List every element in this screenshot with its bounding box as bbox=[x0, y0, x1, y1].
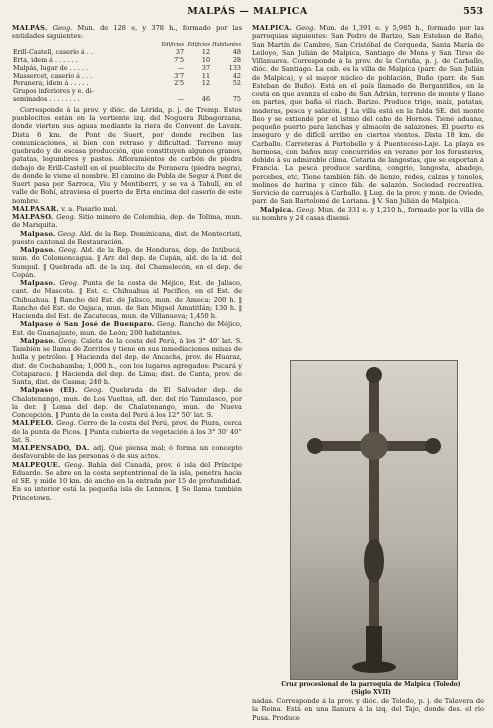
entry-headword: Malpaso. bbox=[20, 246, 56, 255]
entry-malpelo bbox=[12, 419, 242, 444]
entry-text: Rancho de Méjico, Est. de Guanajuato, mun. de León; 200 habitantes. bbox=[12, 320, 242, 337]
entry-malpaso-5 bbox=[12, 320, 242, 337]
entry-label: Geog. bbox=[157, 320, 177, 329]
entry-text: Quebrada de El Salvador dep. de Chalatenango, mun. de Los Vueltas, afl. der. del río Tamulasco, por la der. ‖ Loma del dep. de Chalatenango, mun. de Nueva Concepción. ‖ Punta de la costa del Perú á los 12° 50' lat. S. bbox=[12, 386, 242, 420]
table-row: seminados . . . . . . . . — 46 75 bbox=[13, 95, 241, 104]
entry-headword: Malpaso (El). bbox=[20, 386, 78, 395]
continued-text bbox=[252, 697, 484, 722]
entry-label: Geog. bbox=[52, 24, 73, 32]
entry-malpaso-3 bbox=[12, 246, 242, 279]
entry-label: Geog. bbox=[296, 24, 316, 32]
table-header: Edificios bbox=[187, 41, 211, 48]
entry-headword: MALPASAR. bbox=[12, 204, 59, 213]
table-row: Peranera, idem á . . . . . 2'5 12 52 bbox=[13, 79, 241, 88]
entry-headword: Malpaso ó San José de Buenparo. bbox=[20, 320, 155, 329]
entry-malpaso-7 bbox=[12, 386, 242, 419]
entry-text: adj. Que piensa mal; ó forma un concepto desfavorable de las personas ó de sus actos. bbox=[12, 444, 242, 461]
entry-label: Geog. bbox=[296, 205, 316, 214]
entry-headword: Malpica. bbox=[260, 205, 295, 214]
entry-label: Geog. bbox=[57, 229, 78, 238]
entry-paragraph: Corresponde á la prov. y dióc. de Lérida, p. j. de Tremp. Estos pueblecitos están en la vertiente izq. del Noguera Ribagorzana, donde vierten sus aguas mediante la riera de Convent de Lavaix. Dista 6 km. de Pont de Suert, por donde reciben las comunicaciones, si bien con retraso y dificultad. Terreno muy quebrado y de escasa producción, que constituyen algunos granos, patatas, legumbres y pastos. Afloramientos de carbón de piedra debajo de Erill-Castell en el pueblecito de Peranera (piedra negra), de donde le viene el nombre. El camino de Pobla de Segur á Pont de Suert pasa por Sarroca, Viu y Montiberri, y se va á Tahull, en el valle de Bohí, atraviesa el puerto de Erta encima del caserío de este nombre. bbox=[12, 105, 242, 205]
entry-text: Sitio minero de Colombia, dep. de Tolima, mun. de Mariquita. bbox=[12, 213, 242, 230]
entry-label: Geog. bbox=[84, 386, 104, 395]
table-row: Malpás, lugar de . . . . . — 37 133 bbox=[13, 63, 241, 72]
entry-text: Caleta de la costa del Perú, á los 3° 40' lat. S. También se llama de Zorritos y tiene en sus inmediaciones minas de hulla y petróleo. ‖ Hacienda del dep. de Ancachs, prov. de Huaraz, dist. de Cochabamba; 1,000 h., con los lugares agregados: Pucará y Cotaparaco. ‖ Hacienda del dep. de Lima; dist. de Canta, prov. de Santa, dist. de Casma; 240 h. bbox=[12, 336, 242, 387]
entry-text: Punta de la costa de Méjico, Est. de Jalisco, cant. de Mascota. ‖ Est. c. Chihuahua al Pacífico, en el Est. de Chihuahua. ‖ Rancho del Est. de Jalisco, mun. de Ameca: 200 h. ‖ Rancho del Est. de Oajaca, mun. de San Miguel Amatitlán; 130 h. ‖ Hacienda del Est. de Zacatecas, mun. de Villanueva; 1,450 h. bbox=[12, 279, 242, 321]
table-row: Grupos inferiores y e. di- bbox=[13, 87, 94, 96]
processional-cross-icon bbox=[291, 361, 457, 679]
table-row: Erta, idem á . . . . . . 7'5 10 28 bbox=[13, 56, 241, 65]
page-number: 553 bbox=[463, 6, 483, 17]
right-column bbox=[252, 24, 484, 222]
entry-label: Geog. bbox=[64, 460, 84, 469]
entry-headword: Malpaso. bbox=[20, 229, 56, 238]
table-row: Erill-Castell, caserío á . . 37 12 48 bbox=[13, 48, 241, 57]
running-title: MALPÁS — MALPICA bbox=[187, 6, 308, 17]
table-row: Massercet, caserío á . . . 3'7 11 42 bbox=[13, 71, 241, 80]
entry-label: Geog. bbox=[58, 336, 79, 345]
entry-headword: Malpaso. bbox=[20, 279, 56, 288]
entry-malpaso-6 bbox=[12, 337, 242, 387]
entry-text: Bahía del Canadá, prov. é isla del Príncipe Eduardo. Se abre en la costa septentrional de la isla, penetra hacia el SE. y mide 10 km. de ancho en la entrada por 15 de profundidad. En su interior está la pequeña isla de Lennox. ‖ Se llama también Princetown. bbox=[12, 460, 242, 502]
entry-headword: MALPENSADO, DA. bbox=[12, 444, 90, 453]
table-header: Edificios bbox=[161, 41, 185, 48]
entry-label: Geog. bbox=[56, 419, 76, 428]
entry-text: Mun. de 1,391 e. y 5,985 h., formado por las parroquias siguientes: San Pedro de Barizo, San Esteban de Baño, San Martín de Cambre, San Cristóbal de Cerqueda, Santa María de Leiloyo, San Julián de Malpica, Santiago de Mens y San Tirso de Villanueva. Corresponde á la prov. de la Coruña, p. j. de Carballo, dióc. de Santiago. La cab. es la villa de Malpica (parr. de San Julián de Malpica), y el mayor núcleo de población, Buño (parr. de San Esteban de Buño). Está en el país llamado de Bergantiños, en la costa en que avanza el cabo de San Adrián, terreno de monte y llano en partes, que baña el riach. Barizo. Produce trigo, maíz, patatas, maderas, pesca y salazón. ‖ La villa está en la falda SE. del monte Ileo y se extiende por el istmo del cabo de Hornos. Tiene aduana, pequeño puerto para lanchas y almacén de salazones. El puerto es inseguro y de difícil arribo en ciertos vientos. Dista 18 km. de Carballo. Carreteras á Portobello y á Puenteceso-Laje. La playa es hermosa, con baños muy concurridos en verano por los forasteros, debido á su admirable clima. Cetaria de langostas, que se exportan á Francia. La pesca produce sardina, congrio, langosta, abadejo, percebes, etc. Tiene también fáb. de lienzo, redes, calzas y toneles, molinos de harina y cinco fáb. de salazón. Sociedad recreativa. Servicio de carruajes á Carballo. ‖ Lug. de la prov. y mun. de Oviedo, parr. de San Bartolomé de Loriana. ‖ V. San Julián de Malpica. bbox=[252, 24, 484, 206]
entry-malpeque bbox=[12, 461, 242, 502]
left-column bbox=[12, 24, 242, 502]
entry-text: Mun. de 331 e. y 1,210 h., formado por la villa de su nombre y 24 casas disemi- bbox=[252, 205, 484, 222]
entry-label: Geog. bbox=[59, 279, 79, 288]
figure-caption bbox=[258, 681, 484, 696]
entry-malpaso bbox=[12, 213, 242, 230]
caption-line: (Siglo XVII) bbox=[351, 688, 391, 696]
entry-malpica-2 bbox=[252, 206, 484, 223]
entry-label: Geog. bbox=[56, 213, 76, 222]
entry-text: v. a. Pasarlo mal. bbox=[59, 204, 118, 213]
entry-text: Ald. de la Rep. de Honduras, dep. de Intibucá, mun. de Colomoncagua. ‖ Arr. del dep. de Copán, ald. de la id. del Sumpul. ‖ Quebrada afl. de la izq. del Chamelecón, en el dep. de Copán. bbox=[12, 246, 242, 279]
entry-headword: MALPICA. bbox=[252, 24, 293, 32]
page-header bbox=[12, 6, 483, 20]
caption-line: Cruz procesional de la parroquia de Malpica (Toledo) bbox=[281, 681, 461, 688]
entry-headword: Malpaso. bbox=[20, 336, 56, 345]
entry-malpaso-2 bbox=[12, 230, 242, 247]
entry-malpas bbox=[12, 24, 242, 41]
entry-paragraph: nadas. Corresponde á la prov. y dióc. de Toledo, p. j. de Talavera de la Reina. Está en una llanura á la izq. del Tajo, donde des. el río Pusa. Produce bbox=[252, 697, 484, 722]
entry-malpica bbox=[252, 24, 484, 206]
population-table bbox=[12, 42, 242, 104]
processional-cross-photo bbox=[290, 360, 458, 680]
entry-malpasar bbox=[12, 205, 242, 213]
entry-label: Geog. bbox=[58, 246, 79, 255]
entry-text: Mun. de 128 e, y 378 h., formado por las entidades siguientes: bbox=[12, 24, 242, 41]
entry-text: Cerro de la costa del Perú, prov. de Piura, cerca de la punta de Picos. ‖ Punta cubierta de vegetación á los 3° 30' 40'' lat. S. bbox=[12, 419, 242, 444]
entry-malpaso-4 bbox=[12, 279, 242, 320]
entry-text: Ald. de la Rep. Dominicana, dist. de Montecristi, puesto cantonal de Restauración. bbox=[12, 229, 242, 246]
entry-headword: MALPEQUE. bbox=[12, 460, 61, 469]
entry-headword: MALPASO. bbox=[12, 213, 54, 222]
entry-headword: MALPELO. bbox=[12, 419, 54, 428]
table-header: Habitantes bbox=[212, 41, 241, 48]
entry-headword: MALPÁS. bbox=[12, 24, 48, 32]
entry-malpensado bbox=[12, 444, 242, 461]
